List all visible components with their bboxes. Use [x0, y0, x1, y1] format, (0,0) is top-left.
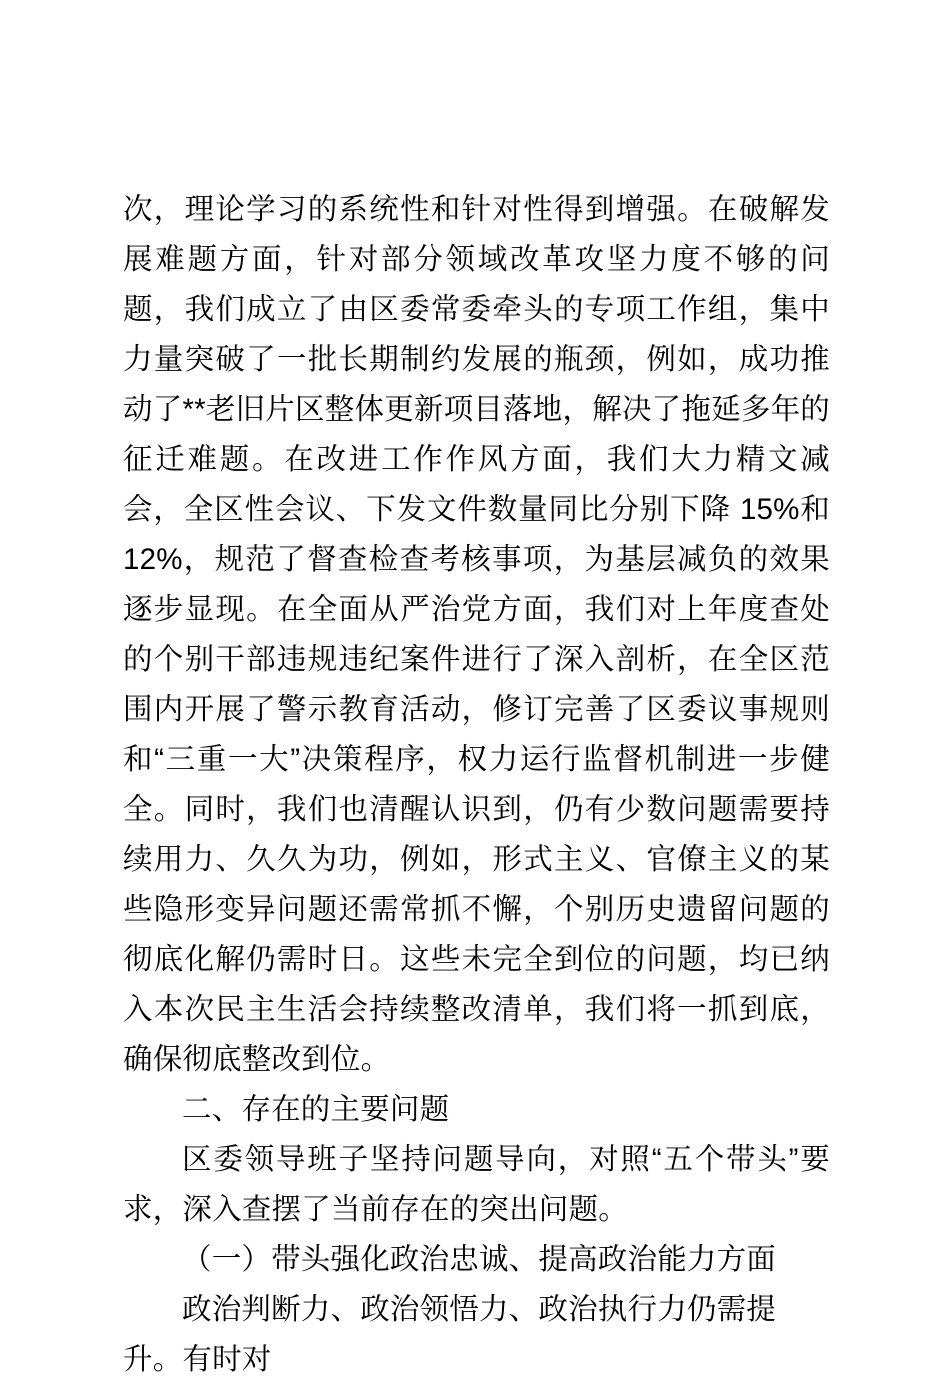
section-heading-main-problems: 二、存在的主要问题 [182, 1093, 450, 1126]
document-body [123, 185, 830, 1385]
paragraph-political-capability: 政治判断力、政治领悟力、政治执行力仍需提升。有时对 [123, 1293, 777, 1376]
paragraph-problem-orientation: 区委领导班子坚持问题导向，对照“五个带头”要求，深入查摆了当前存在的突出问题。 [123, 1143, 830, 1226]
paragraph-continued-review: 次，理论学习的系统性和针对性得到增强。在破解发展难题方面，针对部分领域改革攻坚力度不够的问题，我们成立了由区委常委牵头的专项工作组，集中力量突破了一批长期制约发展的瓶颈，例如，成功推动了**老旧片区整体更新项目落地，解决了拖延多年的征迁难题。在改进工作作风方面，我们大力精文减会，全区性会议、下发文件数量同比分别下降 15%和12%，规范了督查检查考核事项，为基层减负的效果逐步显现。在全面从严治党方面，我们对上年度查处的个别干部违规违纪案件进行了深入剖析，在全区范围内开展了警示教育活动，修订完善了区委议事规则和“三重一大”决策程序，权力运行监督机制进一步健全。同时，我们也清醒认识到，仍有少数问题需要持续用力、久久为功，例如，形式主义、官僚主义的某些隐形变异问题还需常抓不懈，个别历史遗留问题的彻底化解仍需时日。这些未完全到位的问题，均已纳入本次民主生活会持续整改清单，我们将一抓到底，确保彻底整改到位。 [123, 193, 830, 1076]
subheading-political-loyalty: （一）带头强化政治忠诚、提高政治能力方面 [182, 1243, 777, 1276]
